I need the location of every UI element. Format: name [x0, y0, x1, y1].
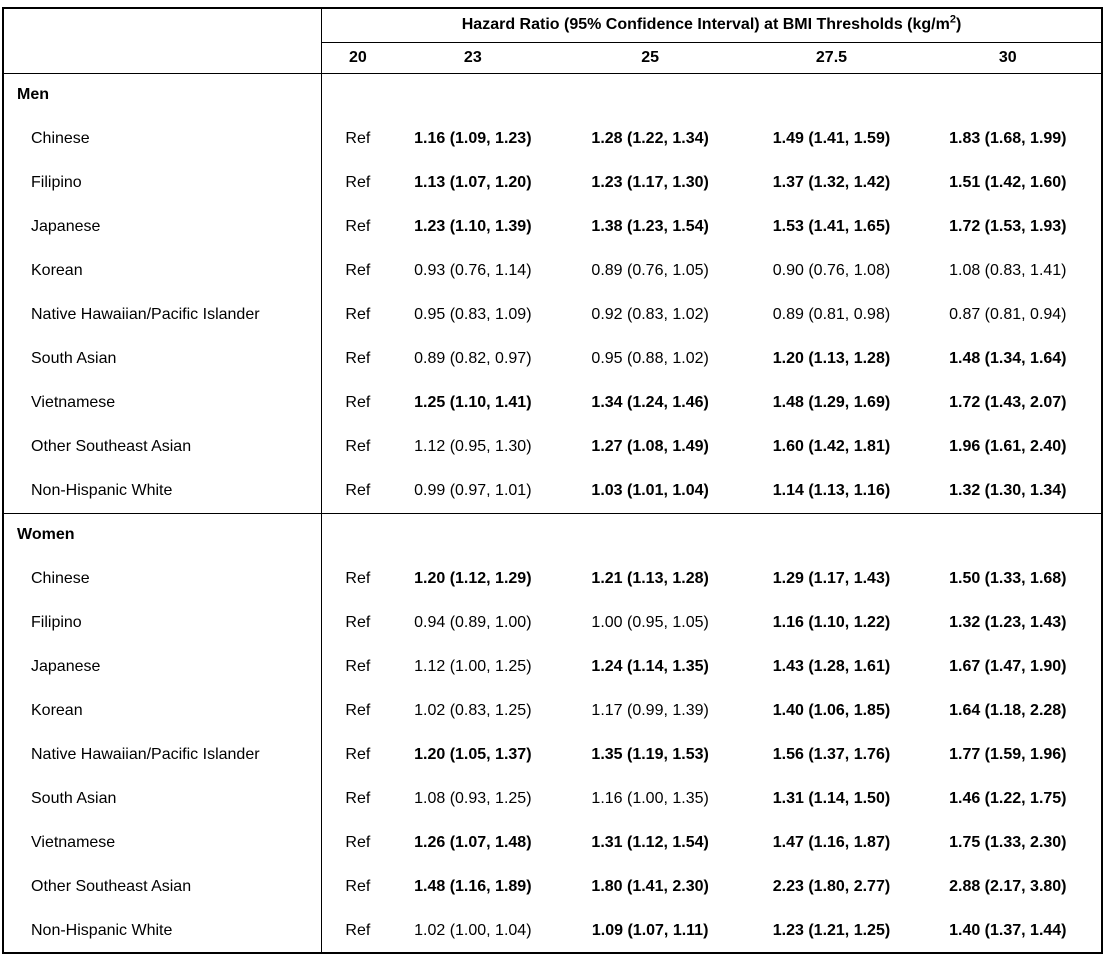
hazard-ratio-cell: 1.20 (1.13, 1.28): [772, 350, 891, 367]
hazard-ratio-cell: 1.75 (1.33, 2.30): [949, 834, 1067, 851]
hazard-ratio-cell: 1.23 (1.17, 1.30): [591, 174, 709, 191]
empty-cell: [322, 73, 394, 117]
ref-cell: Ref: [345, 306, 371, 323]
hazard-ratio-cell: 1.03 (1.01, 1.04): [591, 481, 709, 499]
table-row: [3, 249, 1102, 293]
hazard-ratio-cell: 1.40 (1.06, 1.85): [772, 702, 891, 719]
table-row: [3, 601, 1102, 645]
hazard-ratio-cell: 1.20 (1.05, 1.37): [414, 746, 532, 763]
ref-cell: Ref: [345, 262, 371, 279]
table-row: [3, 381, 1102, 425]
hazard-ratio-cell: 1.28 (1.22, 1.34): [591, 130, 709, 147]
group-label: Vietnamese: [3, 821, 322, 865]
table-row: [3, 425, 1102, 469]
hazard-ratio-cell: 1.31 (1.14, 1.50): [772, 790, 891, 807]
hazard-ratio-cell: 1.49 (1.41, 1.59): [772, 130, 891, 147]
hazard-ratio-cell: 1.37 (1.32, 1.42): [772, 174, 891, 191]
hazard-ratio-cell: 1.83 (1.68, 1.99): [949, 130, 1067, 147]
ref-cell: Ref: [345, 570, 371, 587]
group-label: Filipino: [3, 601, 322, 645]
section-row: [3, 73, 1102, 117]
group-label: Chinese: [3, 557, 322, 601]
group-label: Non-Hispanic White: [3, 909, 322, 953]
hazard-ratio-cell: 0.89 (0.76, 1.05): [591, 262, 709, 279]
hazard-ratio-cell: 1.48 (1.29, 1.69): [772, 394, 891, 411]
table-row: [3, 909, 1102, 953]
hazard-ratio-cell: 0.92 (0.83, 1.02): [591, 306, 709, 323]
hazard-ratio-cell: 1.21 (1.13, 1.28): [591, 570, 709, 587]
hazard-ratio-table: [2, 7, 1103, 954]
ref-cell: Ref: [345, 130, 371, 147]
hazard-ratio-cell: 0.89 (0.82, 0.97): [414, 350, 532, 367]
ref-cell: Ref: [345, 921, 371, 939]
group-label: Korean: [3, 249, 322, 293]
ref-cell: Ref: [345, 658, 371, 675]
table-row: [3, 645, 1102, 689]
group-label: Other Southeast Asian: [3, 865, 322, 909]
bmi-threshold-header: 27.5: [748, 42, 914, 73]
hazard-ratio-cell: 1.29 (1.17, 1.43): [772, 570, 891, 587]
hazard-ratio-cell: 1.77 (1.59, 1.96): [949, 746, 1067, 763]
table-row: [3, 689, 1102, 733]
group-label: Korean: [3, 689, 322, 733]
table-row: [3, 293, 1102, 337]
bmi-threshold-header: 23: [394, 42, 552, 73]
table-title: [322, 8, 1102, 42]
hazard-ratio-cell: 1.02 (1.00, 1.04): [414, 921, 532, 939]
empty-cell: [915, 73, 1102, 117]
ref-cell: Ref: [345, 614, 371, 631]
hazard-ratio-cell: 1.14 (1.13, 1.16): [772, 481, 891, 499]
ref-cell: Ref: [345, 834, 371, 851]
hazard-ratio-cell: 1.46 (1.22, 1.75): [949, 790, 1067, 807]
hazard-ratio-cell: 0.95 (0.88, 1.02): [591, 350, 709, 367]
bmi-threshold-header: 30: [915, 42, 1102, 73]
table-title-text: Hazard Ratio (95% Confidence Interval) at BMI Thresholds (kg/m: [461, 16, 950, 34]
hazard-ratio-cell: 1.31 (1.12, 1.54): [591, 834, 709, 851]
group-label: Native Hawaiian/Pacific Islander: [3, 293, 322, 337]
empty-cell: [748, 73, 914, 117]
bmi-threshold-header: 25: [552, 42, 748, 73]
hazard-ratio-cell: 1.51 (1.42, 1.60): [949, 174, 1067, 191]
table-row: [3, 337, 1102, 381]
hazard-ratio-cell: 1.26 (1.07, 1.48): [414, 834, 532, 851]
table-row: [3, 821, 1102, 865]
hazard-ratio-cell: 0.90 (0.76, 1.08): [772, 262, 891, 279]
ref-cell: Ref: [345, 746, 371, 763]
table-row: [3, 865, 1102, 909]
table-body: [3, 73, 1102, 953]
ref-cell: Ref: [345, 702, 371, 719]
group-label: Filipino: [3, 161, 322, 205]
table-title-superscript: 2: [949, 13, 956, 26]
ref-cell: Ref: [345, 438, 371, 455]
table-row: [3, 777, 1102, 821]
hazard-ratio-cell: 1.32 (1.30, 1.34): [949, 481, 1067, 499]
section-row: [3, 513, 1102, 557]
corner-cell: [3, 8, 322, 73]
table-row: [3, 469, 1102, 513]
hazard-ratio-cell: 1.08 (0.93, 1.25): [414, 790, 532, 807]
ref-cell: Ref: [345, 394, 371, 411]
ref-cell: Ref: [345, 218, 371, 235]
hazard-ratio-cell: 1.48 (1.16, 1.89): [414, 878, 532, 895]
hazard-ratio-cell: 1.23 (1.10, 1.39): [414, 218, 532, 235]
empty-cell: [394, 73, 552, 117]
hazard-ratio-cell: 1.16 (1.09, 1.23): [414, 130, 532, 147]
group-label: Native Hawaiian/Pacific Islander: [3, 733, 322, 777]
hazard-ratio-cell: 1.72 (1.43, 2.07): [949, 394, 1067, 411]
hazard-ratio-cell: 1.43 (1.28, 1.61): [772, 658, 891, 675]
hazard-ratio-cell: 1.80 (1.41, 2.30): [591, 878, 709, 895]
table-title-row: [3, 8, 1102, 42]
table-title-suffix: ): [955, 16, 962, 34]
bmi-threshold-header: 20: [322, 42, 394, 73]
hazard-ratio-cell: 1.56 (1.37, 1.76): [772, 746, 891, 763]
hazard-ratio-cell: 0.87 (0.81, 0.94): [949, 306, 1067, 323]
hazard-ratio-cell: 0.89 (0.81, 0.98): [772, 306, 891, 323]
group-label: South Asian: [3, 337, 322, 381]
table-row: [3, 205, 1102, 249]
hazard-ratio-cell: 1.60 (1.42, 1.81): [772, 438, 891, 455]
hazard-ratio-cell: 1.12 (0.95, 1.30): [414, 438, 532, 455]
empty-cell: [394, 513, 552, 557]
hazard-ratio-cell: 0.93 (0.76, 1.14): [414, 262, 532, 279]
hazard-ratio-cell: 1.48 (1.34, 1.64): [949, 350, 1067, 367]
empty-cell: [552, 73, 748, 117]
hazard-ratio-cell: 1.72 (1.53, 1.93): [949, 218, 1067, 235]
empty-cell: [915, 513, 1102, 557]
hazard-ratio-cell: 1.25 (1.10, 1.41): [414, 394, 532, 411]
hazard-ratio-cell: 1.34 (1.24, 1.46): [591, 394, 709, 411]
hazard-ratio-cell: 1.50 (1.33, 1.68): [949, 570, 1067, 587]
group-label: Japanese: [3, 645, 322, 689]
hazard-ratio-cell: 1.16 (1.00, 1.35): [591, 790, 709, 807]
hazard-ratio-cell: 1.08 (0.83, 1.41): [949, 262, 1067, 279]
hazard-ratio-cell: 0.94 (0.89, 1.00): [414, 614, 532, 631]
hazard-ratio-cell: 1.38 (1.23, 1.54): [591, 218, 709, 235]
hazard-ratio-cell: 1.27 (1.08, 1.49): [591, 438, 709, 455]
empty-cell: [748, 513, 914, 557]
hazard-ratio-cell: 1.23 (1.21, 1.25): [772, 921, 891, 939]
ref-cell: Ref: [345, 878, 371, 895]
group-label: Japanese: [3, 205, 322, 249]
table-row: [3, 733, 1102, 777]
empty-cell: [322, 513, 394, 557]
table-row: [3, 117, 1102, 161]
table-row: [3, 557, 1102, 601]
hazard-ratio-cell: 1.47 (1.16, 1.87): [772, 834, 891, 851]
hazard-ratio-cell: 1.53 (1.41, 1.65): [772, 218, 891, 235]
table-row: [3, 161, 1102, 205]
ref-cell: Ref: [345, 350, 371, 367]
hazard-ratio-cell: 1.32 (1.23, 1.43): [949, 614, 1067, 631]
hazard-ratio-cell: 1.64 (1.18, 2.28): [949, 702, 1067, 719]
hazard-ratio-cell: 1.17 (0.99, 1.39): [591, 702, 709, 719]
hazard-ratio-cell: 2.23 (1.80, 2.77): [772, 878, 891, 895]
hazard-ratio-cell: 1.09 (1.07, 1.11): [591, 921, 709, 939]
hazard-ratio-cell: 2.88 (2.17, 3.80): [949, 878, 1067, 895]
group-label: Non-Hispanic White: [3, 469, 322, 513]
group-label: Chinese: [3, 117, 322, 161]
hazard-ratio-cell: 1.20 (1.12, 1.29): [414, 570, 532, 587]
hazard-ratio-cell: 1.00 (0.95, 1.05): [591, 614, 709, 631]
ref-cell: Ref: [345, 174, 371, 191]
empty-cell: [552, 513, 748, 557]
group-label: Other Southeast Asian: [3, 425, 322, 469]
hazard-ratio-cell: 1.02 (0.83, 1.25): [414, 702, 532, 719]
hazard-ratio-cell: 1.40 (1.37, 1.44): [949, 921, 1067, 939]
ref-cell: Ref: [345, 481, 371, 499]
hazard-ratio-cell: 1.24 (1.14, 1.35): [591, 658, 709, 675]
hazard-ratio-cell: 1.12 (1.00, 1.25): [414, 658, 532, 675]
hazard-ratio-cell: 1.16 (1.10, 1.22): [772, 614, 891, 631]
hazard-ratio-cell: 1.13 (1.07, 1.20): [414, 174, 532, 191]
section-label: Men: [3, 73, 322, 117]
hazard-ratio-cell: 1.96 (1.61, 2.40): [949, 438, 1067, 455]
section-label: Women: [3, 513, 322, 557]
hazard-ratio-cell: 0.95 (0.83, 1.09): [414, 306, 532, 323]
group-label: South Asian: [3, 777, 322, 821]
hazard-ratio-cell: 0.99 (0.97, 1.01): [414, 481, 532, 499]
hazard-ratio-cell: 1.67 (1.47, 1.90): [949, 658, 1067, 675]
group-label: Vietnamese: [3, 381, 322, 425]
hazard-ratio-cell: 1.35 (1.19, 1.53): [591, 746, 709, 763]
ref-cell: Ref: [345, 790, 371, 807]
